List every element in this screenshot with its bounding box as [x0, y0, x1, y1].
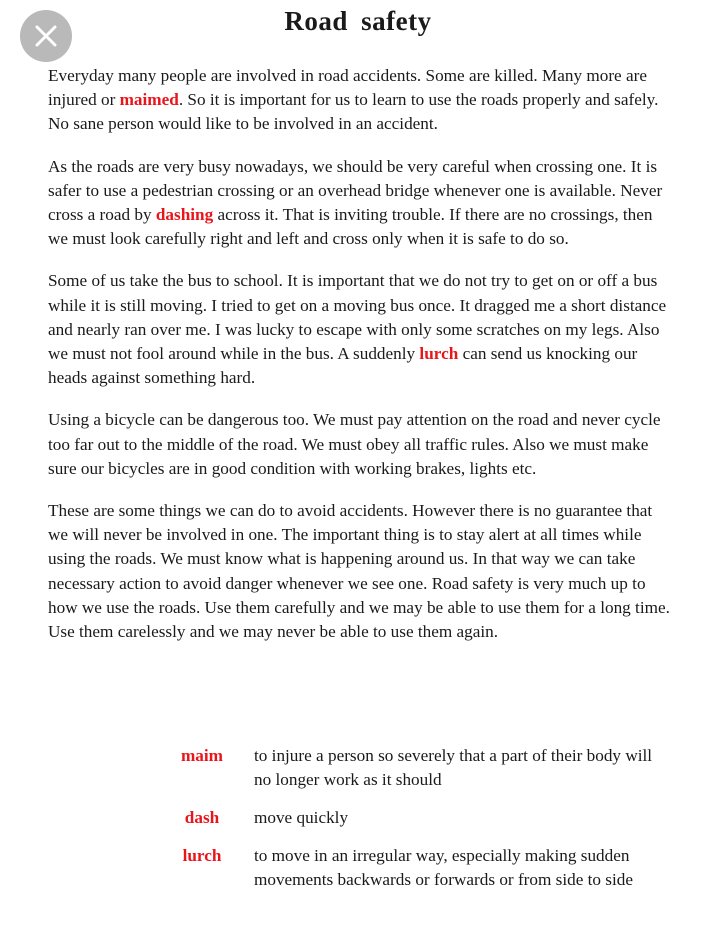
text-segment: . So it is important for us to learn to use the roads properly and safely. No sane person would like to be involved in an accident. [48, 90, 659, 134]
glossary-row [150, 744, 670, 792]
glossary-term: lurch [182, 846, 222, 865]
paragraph-2 [48, 155, 670, 252]
glossary-definition: to injure a person so severely that a part of their body will no longer work as it should [254, 746, 653, 789]
highlighted-word: maimed [119, 90, 179, 110]
glossary-row [150, 844, 670, 892]
glossary-definition: to move in an irregular way, especially making sudden movements backwards or forwards or from side to side [254, 846, 633, 889]
text-segment: Some of us take the bus to school. It is important that we do not try to get on or off a bus while it is still moving. I tried to get on a moving bus once. It dragged me a short distance and nearly ran over me. I was lucky to escape with only some scratches on my legs. Also we must not fool around while in the bus. A suddenly [48, 271, 667, 364]
glossary-definition: move quickly [254, 808, 349, 827]
paragraph-5 [48, 499, 670, 644]
glossary [150, 744, 670, 906]
highlighted-word: lurch [419, 344, 459, 364]
glossary-term: dash [184, 808, 220, 827]
highlighted-word: dashing [155, 205, 214, 225]
paragraph-4 [48, 408, 670, 481]
text-segment: As the roads are very busy nowadays, we should be very careful when crossing one. It is safer to use a pedestrian crossing or an overhead bridge whenever one is available. Never cross a road by [48, 156, 663, 225]
text-segment: These are some things we can do to avoid accidents. However there is no guarantee that we will never be involved in one. The important thing is to stay alert at all times while using the roads. We must know what is happening around us. In that way we can take necessary action to avoid danger whenever we see one. Road safety is very much up to how we use the roads. Use them carefully and we may be able to use them for a long time. Use them carelessly and we may never be able to use them again. [48, 501, 670, 642]
paragraph-1 [48, 64, 670, 137]
paragraph-3 [48, 269, 670, 390]
text-segment: can send us knocking our heads against something hard. [48, 344, 638, 388]
glossary-row [150, 806, 670, 830]
text-segment: Using a bicycle can be dangerous too. We must pay attention on the road and never cycle too far out to the middle of the road. We must obey all traffic rules. Also we must make sure our bicycles are in good condition with working brakes, lights etc. [48, 410, 661, 478]
text-segment: across it. That is inviting trouble. If there are no crossings, then we must look carefully right and left and cross only when it is safe to do so. [48, 205, 653, 249]
text-segment: Everyday many people are involved in road accidents. Some are killed. Many more are injured or [48, 66, 647, 110]
page-title: Road safety [284, 6, 432, 36]
glossary-term: maim [180, 746, 223, 765]
article-body [48, 64, 670, 662]
